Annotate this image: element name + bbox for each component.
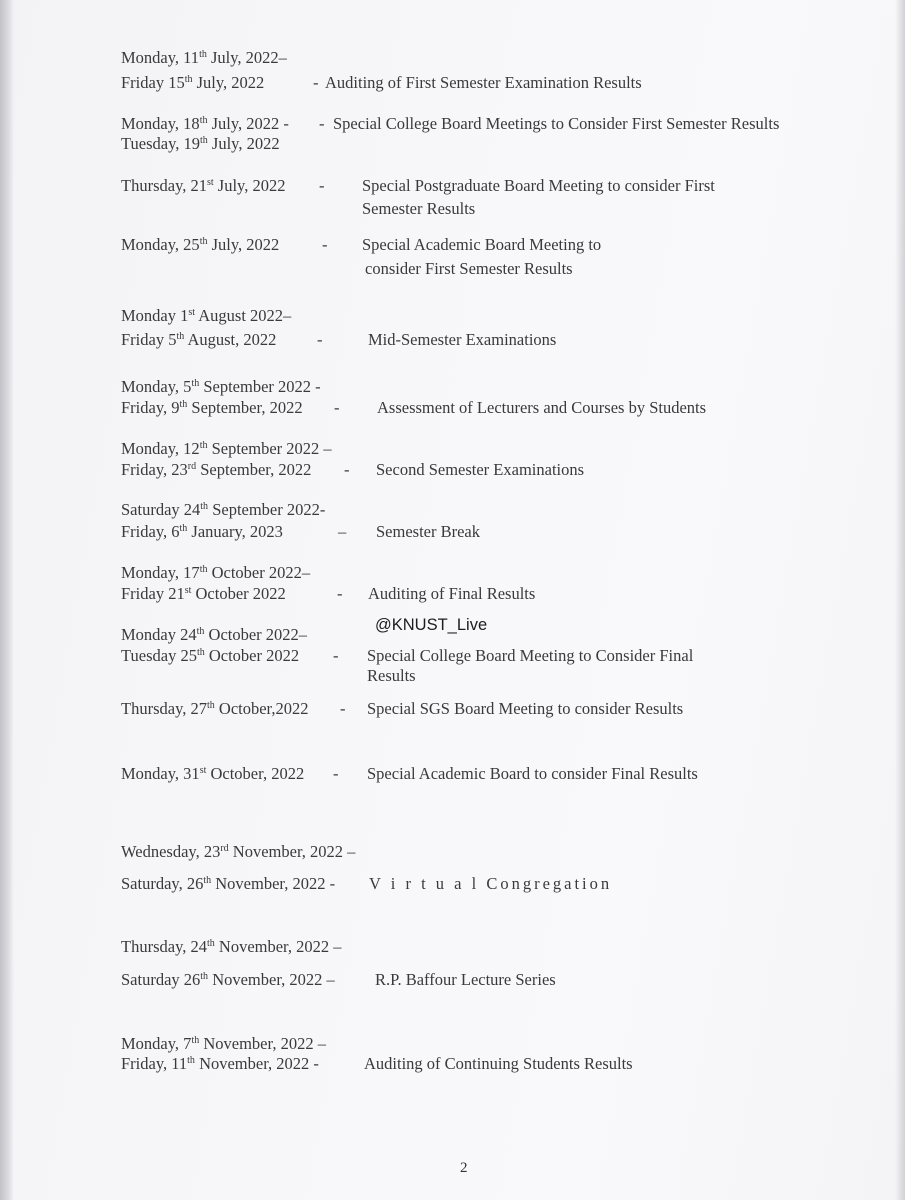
entry-separator: - <box>313 73 319 92</box>
entry-date-end: Friday, 11th November, 2022 - <box>121 1054 319 1073</box>
entry-date: Thursday, 27th October,2022 <box>121 699 309 718</box>
entry-date-start: Monday 1st August 2022– <box>121 306 292 325</box>
page-left-shadow <box>0 0 14 1200</box>
entry-separator: - <box>319 176 325 195</box>
entry-date-end: Friday 21st October 2022 <box>121 584 286 603</box>
entry-description: Special Postgraduate Board Meeting to consider First <box>362 176 715 195</box>
entry-date-end: Friday, 9th September, 2022 <box>121 398 303 417</box>
entry-separator: - <box>337 584 343 603</box>
entry-separator: - <box>340 699 346 718</box>
entry-date-start: Thursday, 24th November, 2022 – <box>121 937 342 956</box>
entry-date-start: Wednesday, 23rd November, 2022 – <box>121 842 356 861</box>
entry-date-start: Monday, 11th July, 2022– <box>121 48 287 67</box>
entry-description: Special Academic Board Meeting to <box>362 235 602 254</box>
entry-description: R.P. Baffour Lecture Series <box>375 970 556 989</box>
entry-separator: - <box>317 330 323 349</box>
entry-date-end: Friday 5th August, 2022 <box>121 330 277 349</box>
entry-description: Auditing of Continuing Students Results <box>364 1054 633 1073</box>
entry-date: Monday, 25th July, 2022 <box>121 235 280 254</box>
entry-description-cont: Results <box>367 666 416 685</box>
entry-date-end: Saturday 26th November, 2022 – <box>121 970 335 989</box>
entry-date-end: Saturday, 26th November, 2022 - <box>121 874 336 893</box>
entry-date-start: Monday, 18th July, 2022 - <box>121 114 289 133</box>
entry-date: Monday, 31st October, 2022 <box>121 764 305 783</box>
entry-description: Special College Board Meeting to Consider Final <box>367 646 694 665</box>
entry-date-end: Friday 15th July, 2022 <box>121 73 265 92</box>
page-number: 2 <box>460 1160 468 1176</box>
entry-separator: - <box>334 398 340 417</box>
entry-date-end: Tuesday, 19th July, 2022 <box>121 134 280 153</box>
entry-description: Special College Board Meetings to Consider First Semester Results <box>333 114 780 133</box>
entry-date: Thursday, 21st July, 2022 <box>121 176 286 195</box>
entry-separator: - <box>333 646 339 665</box>
entry-separator: - <box>322 235 328 254</box>
entry-date-start: Monday, 12th September 2022 – <box>121 439 332 458</box>
entry-separator: - <box>319 114 325 133</box>
entry-date-start: Monday, 7th November, 2022 – <box>121 1034 326 1053</box>
entry-date-start: Monday, 17th October 2022– <box>121 563 311 582</box>
page-right-shadow <box>895 0 905 1200</box>
entry-description: V i r t u a l Congregation <box>369 874 613 893</box>
knust-live-watermark: @KNUST_Live <box>375 616 488 634</box>
entry-description: Auditing of Final Results <box>368 584 536 603</box>
entry-separator: - <box>344 460 350 479</box>
entry-date-end: Friday, 23rd September, 2022 <box>121 460 312 479</box>
entry-date-end: Friday, 6th January, 2023 <box>121 522 283 541</box>
entry-separator: – <box>338 522 347 541</box>
entry-description: Assessment of Lecturers and Courses by Students <box>377 398 707 417</box>
entry-description: Special Academic Board to consider Final Results <box>367 764 698 783</box>
entry-date-start: Monday, 5th September 2022 - <box>121 377 321 396</box>
entry-separator: - <box>333 764 339 783</box>
entry-date-start: Saturday 24th September 2022- <box>121 500 326 519</box>
entry-date-start: Monday 24th October 2022– <box>121 625 308 644</box>
entry-description: Special SGS Board Meeting to consider Results <box>367 699 684 718</box>
entry-description: Mid-Semester Examinations <box>368 330 557 349</box>
entry-description: Semester Break <box>376 522 481 541</box>
entry-description-cont: consider First Semester Results <box>365 259 573 278</box>
entry-description-cont: Semester Results <box>362 199 476 218</box>
entry-date-end: Tuesday 25th October 2022 <box>121 646 300 665</box>
entry-description: Second Semester Examinations <box>376 460 585 479</box>
entry-description: Auditing of First Semester Examination Results <box>325 73 642 92</box>
